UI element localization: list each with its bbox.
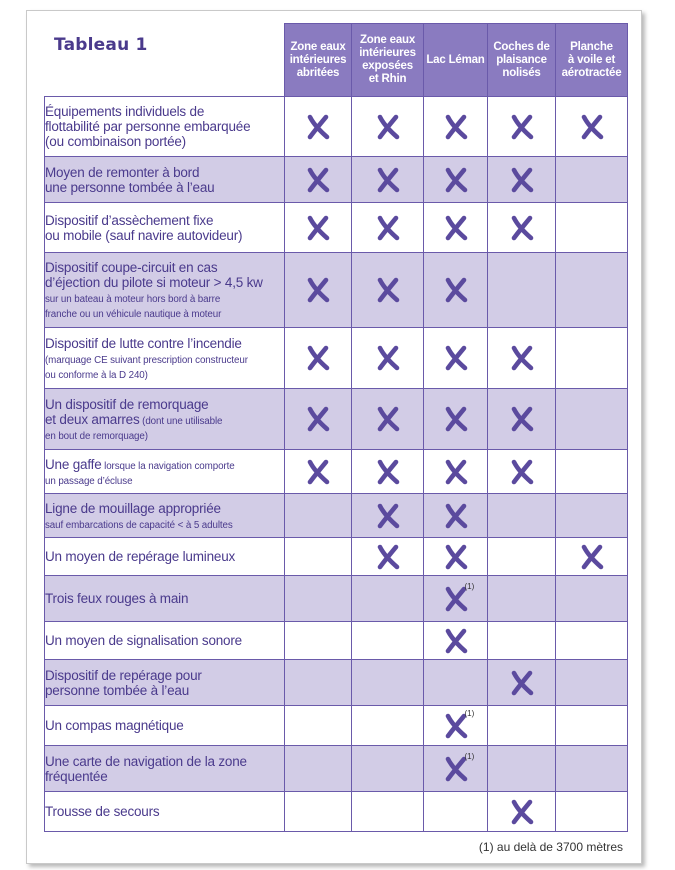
table-cell xyxy=(424,157,488,203)
table-cell xyxy=(285,792,352,832)
x-mark-icon xyxy=(305,215,331,241)
footnote-ref: (1) xyxy=(464,751,475,761)
x-mark-icon xyxy=(375,114,401,140)
table-row xyxy=(45,253,628,328)
table-cell xyxy=(556,538,628,576)
table-cell xyxy=(488,576,556,622)
table-cell xyxy=(424,706,488,746)
row-label xyxy=(45,538,285,576)
column-header: Zone eaux intérieures abritées xyxy=(285,24,352,97)
row-label-text: Un compas magnétique xyxy=(45,718,184,733)
x-mark-icon xyxy=(509,459,535,485)
table-cell xyxy=(488,157,556,203)
table-cell xyxy=(556,389,628,450)
table-cell xyxy=(352,706,424,746)
table-cell xyxy=(285,538,352,576)
row-label-text: Un moyen de repérage lumineux xyxy=(45,549,236,564)
table-cell xyxy=(285,494,352,538)
table-cell xyxy=(424,494,488,538)
table-cell xyxy=(352,157,424,203)
table-cell xyxy=(352,746,424,792)
table-cell xyxy=(424,450,488,494)
x-mark-icon xyxy=(443,114,469,140)
x-mark-icon xyxy=(443,544,469,570)
table-cell xyxy=(424,792,488,832)
table-cell xyxy=(285,576,352,622)
x-mark-icon xyxy=(509,406,535,432)
x-mark-icon xyxy=(305,114,331,140)
table-row xyxy=(45,746,628,792)
table-cell xyxy=(488,494,556,538)
table-cell xyxy=(352,576,424,622)
table-cell xyxy=(556,792,628,832)
table-row xyxy=(45,538,628,576)
x-mark-icon xyxy=(305,167,331,193)
table-cell xyxy=(285,97,352,157)
table-row xyxy=(45,97,628,157)
footnote: (1) au delà de 3700 mètres xyxy=(478,840,623,854)
table-cell xyxy=(285,450,352,494)
x-mark-icon xyxy=(375,544,401,570)
row-label xyxy=(45,746,285,792)
table-row xyxy=(45,450,628,494)
row-label-text: Un moyen de signalisation sonore xyxy=(45,633,242,648)
row-label-text: Ligne de mouillage appropriée xyxy=(45,500,221,516)
table-cell xyxy=(488,792,556,832)
row-label-text: Un dispositif de remorquage et deux amarres xyxy=(45,396,209,427)
table-cell xyxy=(285,389,352,450)
table-row xyxy=(45,389,628,450)
table-cell xyxy=(352,450,424,494)
table-cell xyxy=(556,622,628,660)
x-mark-icon xyxy=(509,799,535,825)
table-cell xyxy=(556,253,628,328)
table-cell xyxy=(285,706,352,746)
x-mark-icon xyxy=(509,345,535,371)
table-cell xyxy=(424,538,488,576)
table-cell xyxy=(285,746,352,792)
row-label xyxy=(45,328,285,389)
table-cell xyxy=(424,328,488,389)
table-row xyxy=(45,792,628,832)
table-cell xyxy=(488,328,556,389)
x-mark-icon xyxy=(375,345,401,371)
table-cell xyxy=(556,706,628,746)
x-mark-icon xyxy=(509,167,535,193)
x-mark-icon xyxy=(375,167,401,193)
row-label-note: (marquage CE suivant prescription constructeur ou conforme à la D 240) xyxy=(45,354,248,381)
table-row xyxy=(45,706,628,746)
x-mark-icon xyxy=(375,406,401,432)
x-mark-icon xyxy=(509,114,535,140)
table-cell xyxy=(424,660,488,706)
table-cell xyxy=(488,389,556,450)
table-cell xyxy=(352,97,424,157)
requirements-table xyxy=(44,23,628,832)
x-mark-icon xyxy=(443,277,469,303)
table-cell xyxy=(285,253,352,328)
row-label xyxy=(45,157,285,203)
row-label xyxy=(45,494,285,538)
x-mark-icon xyxy=(579,114,605,140)
column-header: Lac Léman xyxy=(424,24,488,97)
x-mark-icon xyxy=(443,751,475,782)
x-mark-icon xyxy=(305,406,331,432)
x-mark-icon xyxy=(509,670,535,696)
x-mark-icon xyxy=(443,167,469,193)
x-mark-icon xyxy=(375,215,401,241)
row-label-note: sur un bateau à moteur hors bord à barre franche ou un véhicule nautique à moteur xyxy=(45,294,222,320)
table-title: Tableau 1 xyxy=(54,35,148,55)
table-cell xyxy=(352,203,424,253)
x-mark-icon xyxy=(509,215,535,241)
row-label-text: Dispositif coupe-circuit en cas d’éjection du pilote si moteur > 4,5 kw xyxy=(45,260,263,290)
row-label xyxy=(45,203,285,253)
table-cell xyxy=(424,622,488,660)
table-cell xyxy=(352,660,424,706)
table-cell xyxy=(352,389,424,450)
table-cell xyxy=(352,494,424,538)
table-cell xyxy=(352,622,424,660)
table-cell xyxy=(285,157,352,203)
table-cell xyxy=(556,97,628,157)
row-label-note: lorsque la navigation comporte un passage d’écluse xyxy=(45,460,235,487)
row-label-note: (dont une utilisable en bout de remorquage) xyxy=(45,415,223,442)
table-cell xyxy=(556,576,628,622)
table-cell xyxy=(424,746,488,792)
table-row xyxy=(45,576,628,622)
row-label-text: Moyen de remonter à bord une personne tombée à l’eau xyxy=(45,164,215,195)
table-cell xyxy=(285,660,352,706)
x-mark-icon xyxy=(443,581,475,612)
row-label-text: Trois feux rouges à main xyxy=(45,591,189,606)
table-cell xyxy=(424,253,488,328)
table-cell xyxy=(556,494,628,538)
row-label-text: Équipements individuels de flottabilité par personne embarquée (ou combinaison portée) xyxy=(45,104,251,149)
table-row xyxy=(45,328,628,389)
row-label xyxy=(45,97,285,157)
table-cell xyxy=(556,203,628,253)
table-cell xyxy=(424,576,488,622)
x-mark-icon xyxy=(305,277,331,303)
table-row xyxy=(45,157,628,203)
row-label xyxy=(45,389,285,450)
table-cell xyxy=(488,622,556,660)
x-mark-icon xyxy=(443,406,469,432)
x-mark-icon xyxy=(305,345,331,371)
table-cell xyxy=(488,97,556,157)
table-cell xyxy=(285,328,352,389)
column-header: Planche à voile et aérotractée xyxy=(556,24,628,97)
row-label xyxy=(45,660,285,706)
table-cell xyxy=(488,746,556,792)
footnote-ref: (1) xyxy=(464,581,475,591)
table-cell xyxy=(556,157,628,203)
table-cell xyxy=(556,746,628,792)
row-label-text: Une gaffe xyxy=(45,456,102,472)
x-mark-icon xyxy=(443,708,475,739)
table-cell xyxy=(488,253,556,328)
row-label xyxy=(45,576,285,622)
table-cell xyxy=(352,538,424,576)
row-label xyxy=(45,792,285,832)
x-mark-icon xyxy=(443,215,469,241)
x-mark-icon xyxy=(375,503,401,529)
table-cell xyxy=(285,622,352,660)
x-mark-icon xyxy=(375,277,401,303)
table-cell xyxy=(556,328,628,389)
table-cell xyxy=(424,389,488,450)
table-cell xyxy=(488,203,556,253)
column-header: Coches de plaisance nolisés xyxy=(488,24,556,97)
table-row xyxy=(45,494,628,538)
row-label xyxy=(45,622,285,660)
row-label xyxy=(45,253,285,328)
row-label-text: Une carte de navigation de la zone fréquentée xyxy=(45,753,247,784)
table-row xyxy=(45,203,628,253)
x-mark-icon xyxy=(579,544,605,570)
row-label-text: Trousse de secours xyxy=(45,804,160,819)
table-cell xyxy=(424,203,488,253)
column-header: Zone eaux intérieures exposées et Rhin xyxy=(352,24,424,97)
table-row xyxy=(45,660,628,706)
row-label xyxy=(45,706,285,746)
table-cell xyxy=(556,450,628,494)
footnote-ref: (1) xyxy=(464,708,475,718)
x-mark-icon xyxy=(443,628,469,654)
row-label-note: sauf embarcations de capacité < à 5 adultes xyxy=(45,519,233,531)
table-cell xyxy=(488,660,556,706)
table-cell xyxy=(352,328,424,389)
table-cell xyxy=(488,538,556,576)
table-cell xyxy=(488,450,556,494)
x-mark-icon xyxy=(443,503,469,529)
table-cell xyxy=(285,203,352,253)
row-label-text: Dispositif d’assèchement fixe ou mobile (sauf navire autovideur) xyxy=(45,212,243,243)
x-mark-icon xyxy=(443,459,469,485)
table-cell xyxy=(352,792,424,832)
table-row xyxy=(45,622,628,660)
x-mark-icon xyxy=(443,345,469,371)
row-label-text: Dispositif de repérage pour personne tombée à l’eau xyxy=(45,667,202,698)
table-cell xyxy=(424,97,488,157)
table-cell xyxy=(352,253,424,328)
row-label xyxy=(45,450,285,494)
table-cell xyxy=(556,660,628,706)
row-label-text: Dispositif de lutte contre l’incendie xyxy=(45,335,242,351)
x-mark-icon xyxy=(375,459,401,485)
x-mark-icon xyxy=(305,459,331,485)
table-cell xyxy=(488,706,556,746)
